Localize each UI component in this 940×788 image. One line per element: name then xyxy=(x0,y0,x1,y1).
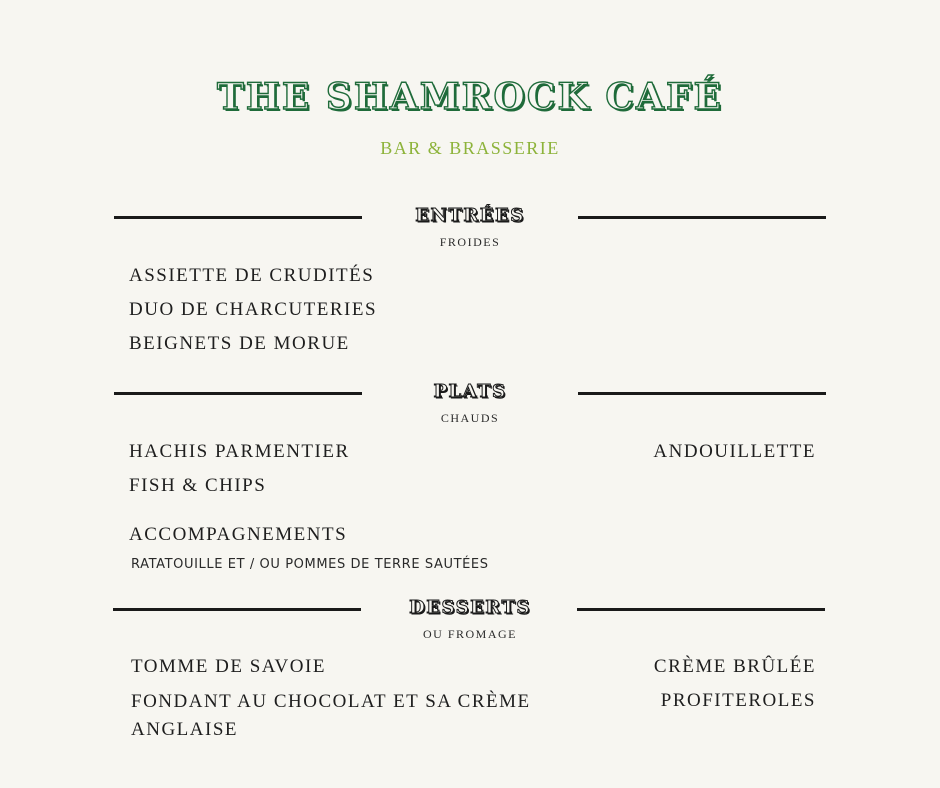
menu-item: TOMME DE SAVOIE xyxy=(131,656,326,677)
menu-item: ASSIETTE DE CRUDITÉS xyxy=(129,265,375,286)
menu-item: FONDANT AU CHOCOLAT ET SA CRÈME ANGLAISE xyxy=(131,691,531,740)
section-subtitle-plats: CHAUDS xyxy=(440,411,500,425)
menu-item: CRÈME BRÛLÉE xyxy=(653,656,816,677)
sides-note: RATATOUILLE ET / OU POMMES DE TERRE SAUTÉES xyxy=(131,557,489,572)
menu-item: DUO DE CHARCUTERIES xyxy=(129,299,378,320)
menu-item: BEIGNETS DE MORUE xyxy=(129,333,350,354)
menu-item: HACHIS PARMENTIER xyxy=(129,441,350,462)
section-title-entrees: ENTRÉES xyxy=(415,205,525,226)
menu-item: ANDOUILLETTE xyxy=(653,441,816,462)
menu-item: FISH & CHIPS xyxy=(129,475,267,496)
menu-item: PROFITEROLES xyxy=(660,690,816,711)
section-title-plats: PLATS xyxy=(433,381,507,402)
sides-title: ACCOMPAGNEMENTS xyxy=(129,524,348,545)
section-title-desserts: DESSERTS xyxy=(409,597,531,618)
section-subtitle-entrees: FROIDES xyxy=(439,235,501,249)
restaurant-subtitle: BAR & BRASSERIE xyxy=(380,138,560,158)
section-subtitle-desserts: OU FROMAGE xyxy=(422,627,517,641)
restaurant-title: THE SHAMROCK CAFÉ xyxy=(217,76,723,118)
